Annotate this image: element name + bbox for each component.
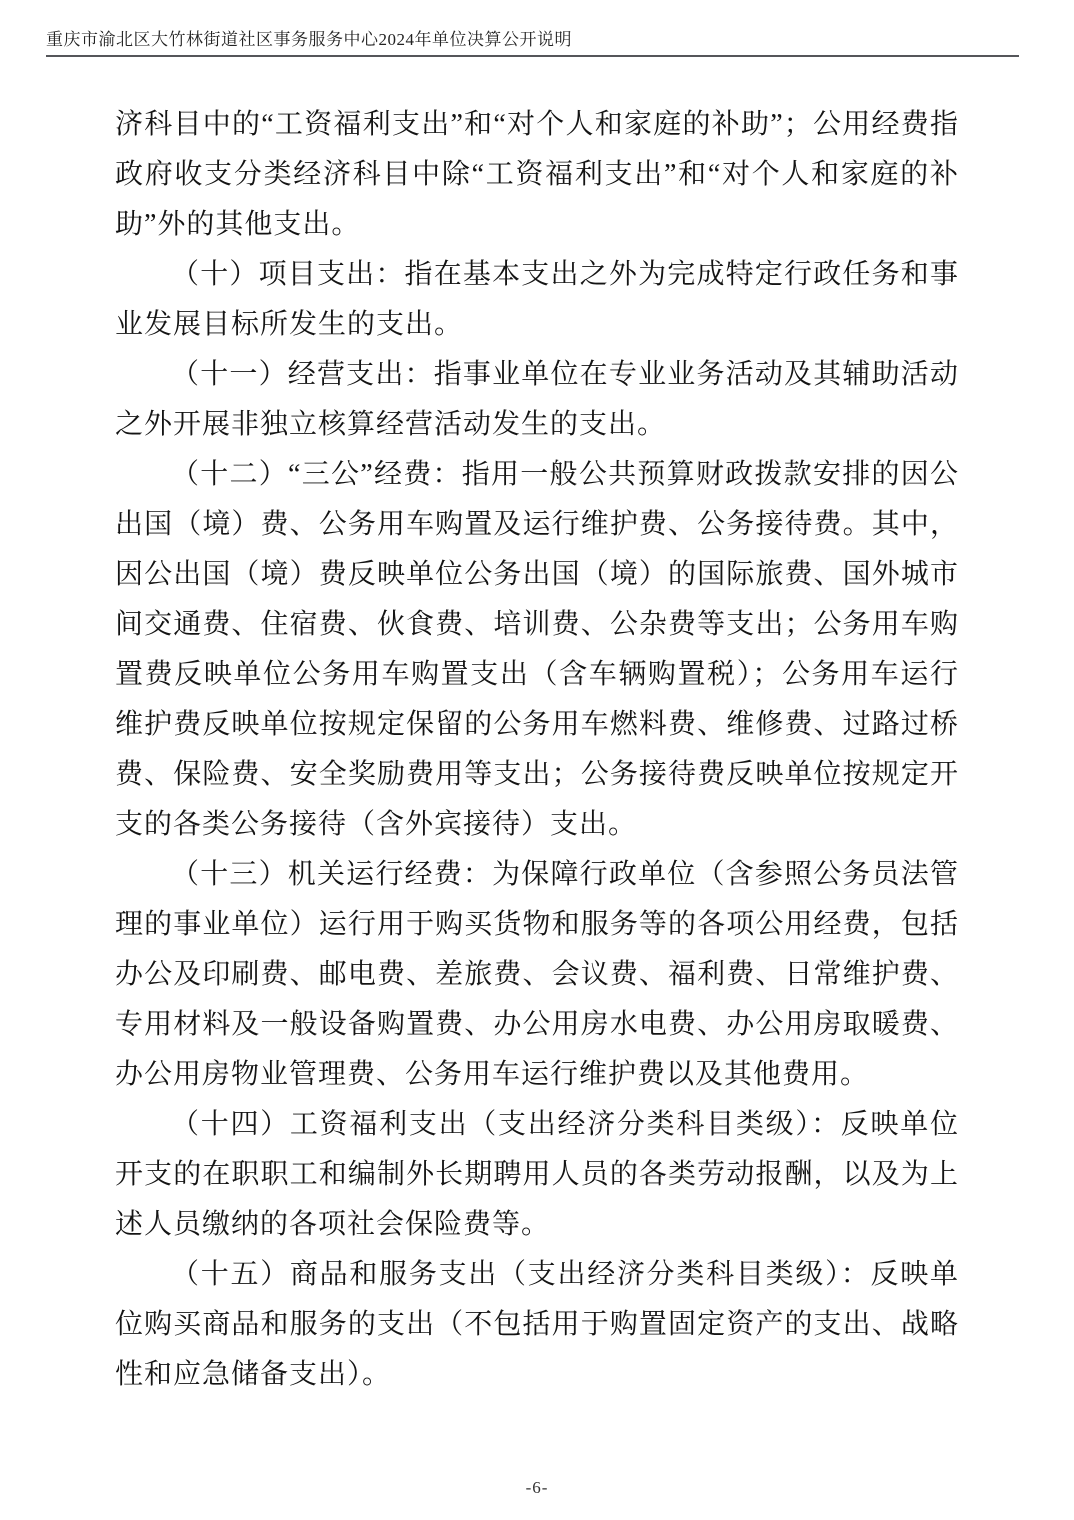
document-body xyxy=(115,100,959,1400)
paragraph-item-13: （十三）机关运行经费：为保障行政单位（含参照公务员法管理的事业单位）运行用于购买货物和服务等的各项公用经费，包括办公及印刷费、邮电费、差旅费、会议费、福利费、日常维护费、专用材料及一般设备购置费、办公用房水电费、办公用房取暖费、办公用房物业管理费、公务用车运行维护费以及其他费用。 xyxy=(115,859,959,1090)
paragraph-continuation: 济科目中的“工资福利支出”和“对个人和家庭的补助”；公用经费指政府收支分类经济科目中除“工资福利支出”和“对个人和家庭的补助”外的其他支出。 xyxy=(115,109,959,240)
paragraph-item-15: （十五）商品和服务支出（支出经济分类科目类级）：反映单位购买商品和服务的支出（不包括用于购置固定资产的支出、战略性和应急储备支出）。 xyxy=(115,1259,959,1390)
paragraph-item-14: （十四）工资福利支出（支出经济分类科目类级）：反映单位开支的在职职工和编制外长期聘用人员的各类劳动报酬，以及为上述人员缴纳的各项社会保险费等。 xyxy=(115,1109,959,1240)
running-header xyxy=(46,30,1019,57)
paragraph-item-11: （十一）经营支出：指事业单位在专业业务活动及其辅助活动之外开展非独立核算经营活动发生的支出。 xyxy=(115,359,959,440)
paragraph-item-12: （十二）“三公”经费：指用一般公共预算财政拨款安排的因公出国（境）费、公务用车购置及运行维护费、公务接待费。其中，因公出国（境）费反映单位公务出国（境）的国际旅费、国外城市间交通费、住宿费、伙食费、培训费、公杂费等支出；公务用车购置费反映单位公务用车购置支出（含车辆购置税）；公务用车运行维护费反映单位按规定保留的公务用车燃料费、维修费、过路过桥费、保险费、安全奖励费用等支出；公务接待费反映单位按规定开支的各类公务接待（含外宾接待）支出。 xyxy=(115,459,959,840)
page-footer xyxy=(0,1478,1074,1498)
header-title: 重庆市渝北区大竹林街道社区事务服务中心2024年单位决算公开说明 xyxy=(46,30,572,49)
paragraph-item-10: （十）项目支出：指在基本支出之外为完成特定行政任务和事业发展目标所发生的支出。 xyxy=(115,259,959,340)
page-number: -6- xyxy=(525,1478,549,1497)
